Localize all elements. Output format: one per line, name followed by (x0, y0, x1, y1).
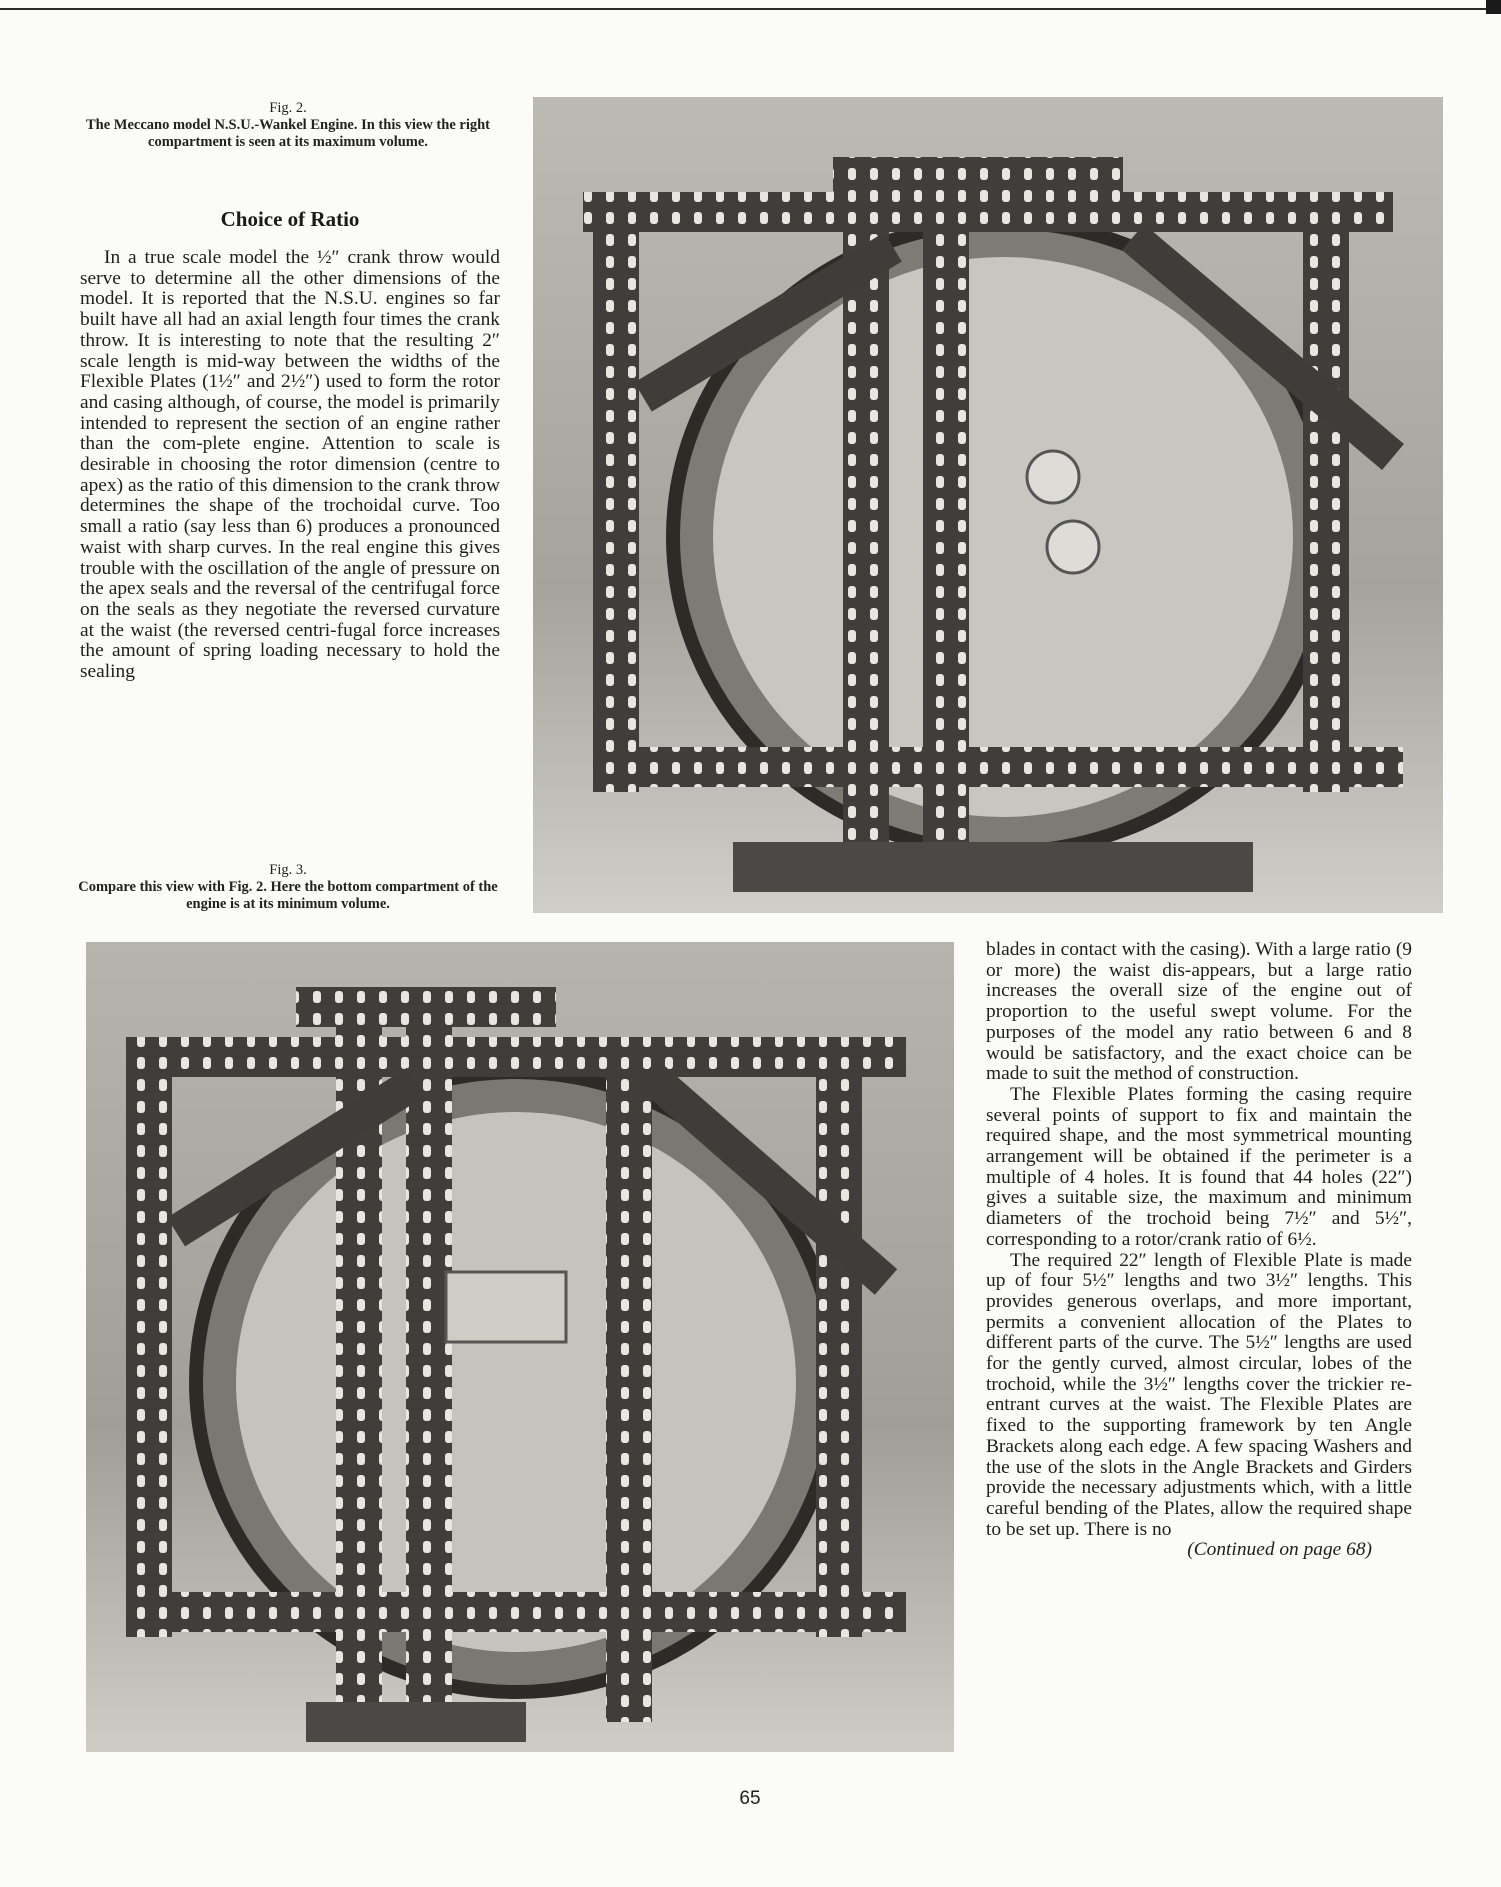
fig2-number: Fig. 2. (269, 100, 307, 116)
right-paragraph-3: The required 22″ length of Flexible Plate is made up of four 5½″ lengths and two 3½″ lengths. This provides generous overlaps, and more important, permits a convenient allocation of the Plates to different parts of the curve. The 5½″ lengths are used for the gently curved, almost circular, lobes of the trochoid, while the 3½″ lengths cover the trickier re-entrant curves at the waist. The Flexible Plates are fixed to the supporting framework by ten Angle Brackets along each edge. A few spacing Washers and the use of the slots in the Angle Brackets and Girders provide the necessary adjustments which, with a little careful bending of the Plates, allow the required shape to be set up. There is no (986, 1249, 1412, 1540)
fig3-photo (86, 942, 954, 1752)
page-number: 65 (739, 1788, 761, 1809)
section-heading: Choice of Ratio (220, 207, 360, 231)
fig3-caption-text: Compare this view with Fig. 2. Here the bottom compartment of the engine is at its minimum volume. (78, 879, 498, 912)
continued-note: (Continued on page 68) (1187, 1539, 1372, 1561)
fig2-caption (78, 100, 498, 151)
left-paragraph: In a true scale model the ½″ crank throw would serve to determine all the other dimensions of the model. It is reported that the N.S.U. engines so far built have all had an axial length four times the crank throw. It is interesting to note that the resulting 2″ scale length is mid-way between the widths of the Flexible Plates (1½″ and 2½″) used to form the rotor and casing although, of course, the model is primarily intended to represent the section of an engine rather than the com-plete engine. Attention to scale is desirable in choosing the rotor dimension (centre to apex) as the ratio of this dimension to the crank throw determines the shape of the trochoidal curve. Too small a ratio (say less than 6) produces a pronounced waist with sharp curves. In the real engine this gives trouble with the oscillation of the angle of pressure on the apex seals and the reversal of the centrifugal force on the seals as they negotiate the reversed curvature at the waist (the reversed centri-fugal force increases the amount of spring loading necessary to hold the sealing (80, 247, 500, 683)
top-rule (0, 8, 1501, 10)
fig2-photo (533, 97, 1443, 913)
scan-corner-mark (1486, 0, 1501, 14)
left-column (80, 248, 500, 683)
right-paragraph-1: blades in contact with the casing). With a large ratio (9 or more) the waist dis-appears, but a large ratio increases the overall size of the engine out of proportion to the useful swept volume. For the purposes of the model any ratio between 6 and 8 would be satisfactory, and the exact choice can be made to suit the method of construction. (986, 939, 1412, 1085)
fig2-caption-text: The Meccano model N.S.U.-Wankel Engine. In this view the right compartment is seen at its maximum volume. (86, 117, 490, 150)
right-column (986, 940, 1412, 1561)
fig3-caption (78, 862, 498, 913)
right-paragraph-2: The Flexible Plates forming the casing require several points of support to fix and maintain the required shape, and the most symmetrical mounting arrangement will be obtained if the perimeter is a multiple of 4 holes. It is found that 44 holes (22″) gives a suitable size, the maximum and minimum diameters of the trochoid being 7½″ and 5½″, corresponding to a rotor/crank ratio of 6½. (986, 1083, 1412, 1250)
fig3-number: Fig. 3. (269, 862, 307, 878)
